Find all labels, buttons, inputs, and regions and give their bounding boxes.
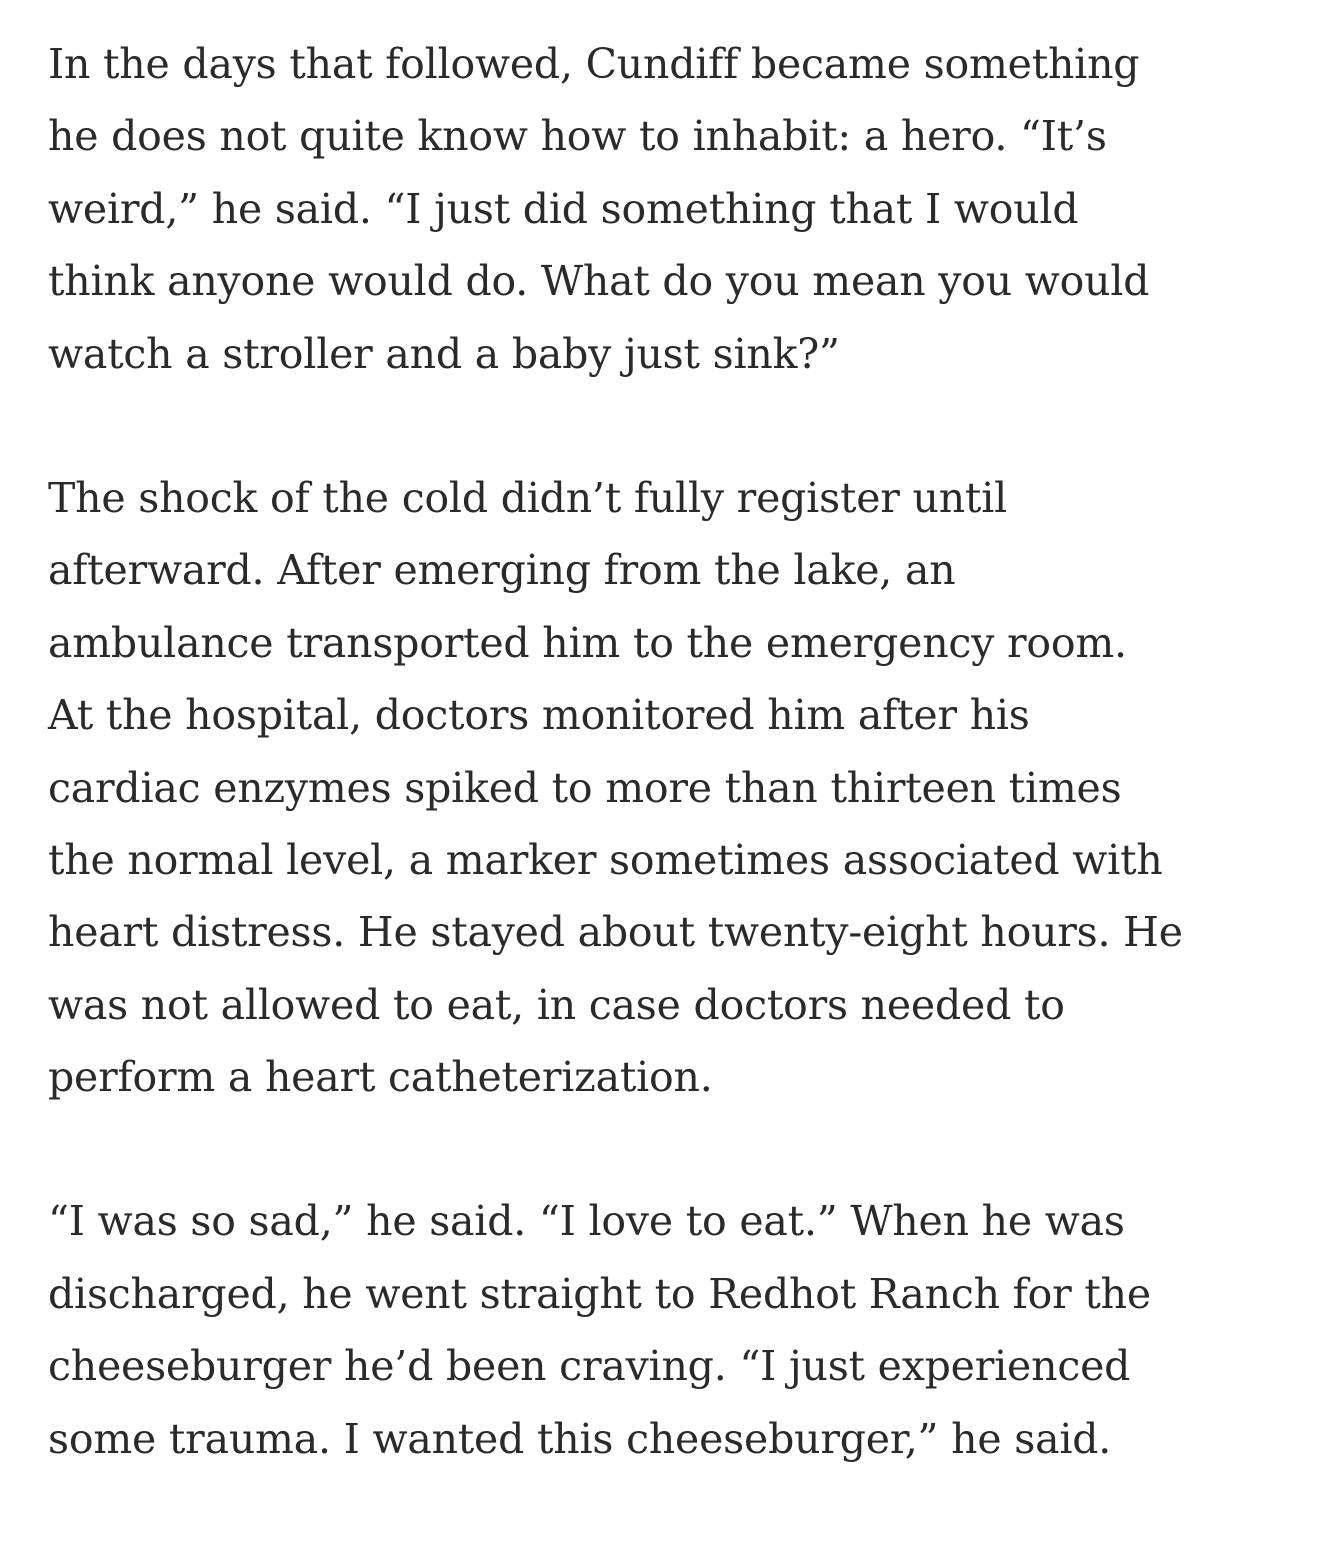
paragraph-hero <box>48 28 1288 390</box>
text-line: ambulance transported him to the emergency room. <box>48 618 1127 667</box>
text-line: heart distress. He stayed about twenty-eight hours. He <box>48 908 1183 957</box>
text-line: think anyone would do. What do you mean you would <box>48 257 1150 306</box>
text-line: perform a heart catheterization. <box>48 1053 713 1102</box>
text-line: he does not quite know how to inhabit: a hero. “It’s <box>48 112 1107 161</box>
text-line: cardiac enzymes spiked to more than thirteen times <box>48 763 1122 812</box>
article-body <box>48 28 1288 1547</box>
text-line: The shock of the cold didn’t fully register until <box>48 473 1008 522</box>
text-line: afterward. After emerging from the lake, an <box>48 546 956 595</box>
text-line: In the days that followed, Cundiff became something <box>48 40 1140 88</box>
paragraph-hospital <box>48 462 1288 1114</box>
text-line: “I was so sad,” he said. “I love to eat.” When he was <box>48 1197 1125 1246</box>
text-line: At the hospital, doctors monitored him after his <box>48 691 1030 740</box>
paragraph-cheeseburger <box>48 1185 1288 1475</box>
text-line: the normal level, a marker sometimes associated with <box>48 835 1163 884</box>
text-line: some trauma. I wanted this cheeseburger,” he said. <box>48 1414 1112 1463</box>
text-line: watch a stroller and a baby just sink?” <box>48 329 840 378</box>
text-line: cheeseburger he’d been craving. “I just experienced <box>48 1342 1131 1391</box>
text-line: discharged, he went straight to Redhot Ranch for the <box>48 1269 1151 1318</box>
text-line: weird,” he said. “I just did something that I would <box>48 184 1079 233</box>
text-line: was not allowed to eat, in case doctors needed to <box>48 980 1065 1029</box>
